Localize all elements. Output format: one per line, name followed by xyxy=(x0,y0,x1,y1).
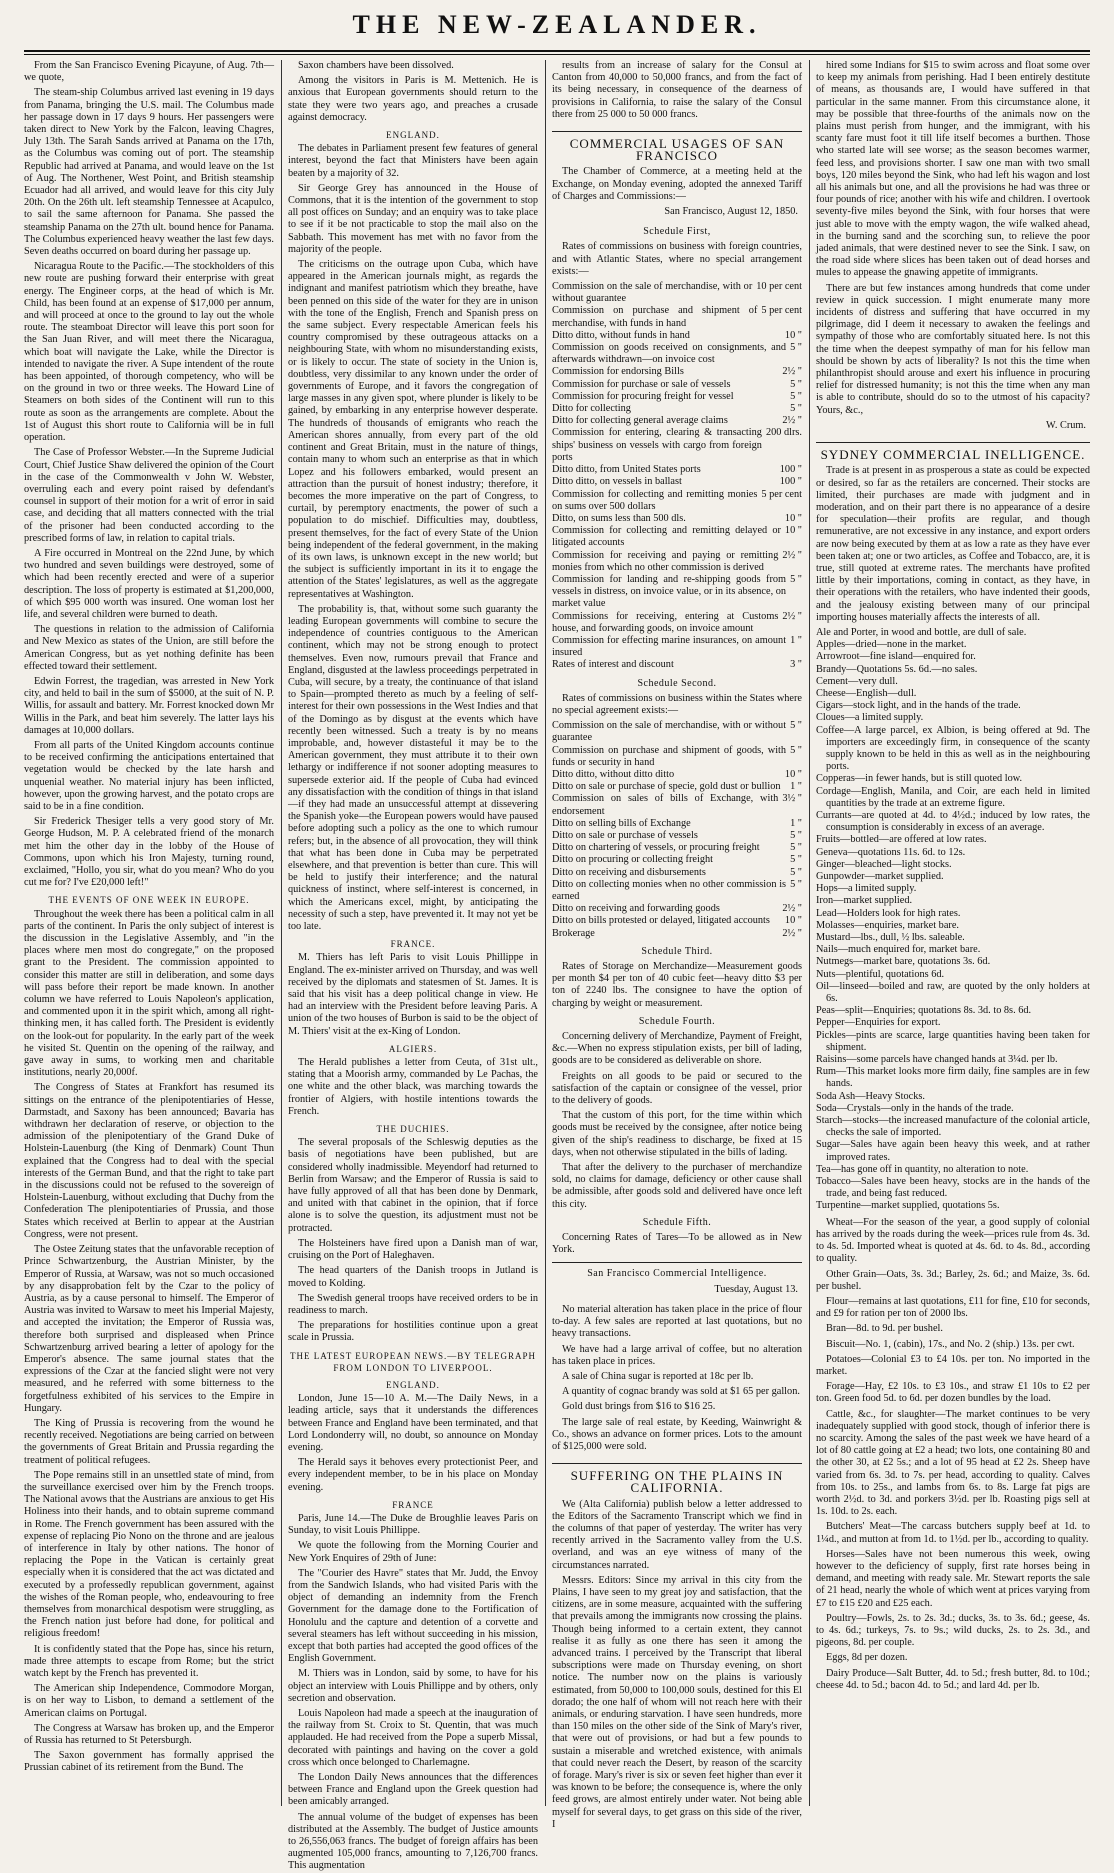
section-heading: FRANCE xyxy=(392,1499,434,1510)
article-paragraph: Louis Napoleon had made a speech at the inauguration of the railway from St. Croix to St. Quentin, that was much applauded. He had received from the Pope a superb Missal, decorated with paintings and having on the cover a gold cross which once belonged to Charlemagne. xyxy=(288,1708,538,1768)
price-entry: Copperas—in fewer hands, but is still quoted low. xyxy=(816,773,1023,785)
tariff-item: Ditto ditto, without funds in hand xyxy=(552,329,690,341)
tariff-row xyxy=(552,611,802,635)
tariff-row xyxy=(552,379,802,391)
article-paragraph: A quantity of cognac brandy was sold at $1 65 per gallon. xyxy=(562,1386,800,1398)
column-2 xyxy=(288,60,538,1872)
tariff-row xyxy=(552,854,802,866)
tariff-item: Ditto ditto, on vessels in ballast xyxy=(552,476,682,488)
article-paragraph: We quote the following from the Morning Courier and New York Enquires of 29th of June: xyxy=(288,1540,538,1564)
price-entry: Tea—has gone off in quantity, no alteration to note. xyxy=(816,1163,1029,1175)
article-paragraph: Horses—Sales have not been numerous this week, owing however to the deficiency of supply, first rate horses being in demand, and meeting with ready sale. Mr. Stewart reports the sale of 21 head, nearly the whole of which went at prices varying from £7 to £15 £20 and £25 each. xyxy=(816,1548,1090,1609)
column-divider xyxy=(809,60,810,1806)
article-paragraph: Eggs, 8d per dozen. xyxy=(826,1652,908,1664)
article-paragraph: The Congress at Warsaw has broken up, and the Emperor of Russia has returned to St Petersburgh. xyxy=(24,1722,274,1747)
tariff-item: Ditto on procuring or collecting freight xyxy=(552,854,713,866)
tariff-row xyxy=(552,659,802,671)
tariff-item: Commission for entering, clearing & transacting ships' business on vessels with cargo from foreign ports xyxy=(552,427,762,463)
price-entry: Starch—stocks—the increased manufacture of the colonial article, checks the sale of imported. xyxy=(816,1115,1090,1139)
tariff-rate: 1 " xyxy=(790,817,802,829)
tariff-row xyxy=(552,635,802,659)
tariff-item: Commission for purchase or sale of vessels xyxy=(552,378,731,390)
price-entry: Pepper—Enquiries for export. xyxy=(816,1017,941,1029)
tariff-row xyxy=(552,330,802,342)
article-paragraph: Rates of commissions on business with foreign countries, and with Atlantic States, where no special arrangement exists:— xyxy=(552,241,802,277)
price-entry: Pickles—pints are scarce, large quantities having been taken for shipment. xyxy=(816,1029,1090,1053)
tariff-row xyxy=(552,342,802,366)
price-entry: Brandy—Quotations 5s. 6d.—no sales. xyxy=(816,663,978,675)
section-heading: SUFFERING ON THE PLAINS IN CALIFORNIA. xyxy=(552,1463,802,1494)
tariff-row xyxy=(552,391,802,403)
section-heading: SYDNEY COMMERCIAL INELLIGENCE. xyxy=(816,442,1090,461)
letter-signature: W. Crum. xyxy=(1046,419,1086,431)
tariff-rate: 5 " xyxy=(790,573,802,585)
tariff-rate: 5 " xyxy=(790,403,802,415)
tariff-item: Ditto ditto, from United States ports xyxy=(552,464,701,476)
tariff-rate: 200 dlrs. xyxy=(765,427,802,439)
tariff-row xyxy=(552,781,802,793)
article-paragraph: Gold dust brings from $16 to $16 25. xyxy=(562,1401,716,1413)
article-paragraph: The head quarters of the Danish troops in Jutland is moved to Kolding. xyxy=(288,1265,538,1289)
article-paragraph: Nicaragua Route to the Pacific.—The stockholders of this new route are pushing forward their enterprise with great energy. The Engineer corps, at the head of which is Mr. Child, has been found at an expense of $17,000 per annum, and will proceed at once to the ground to lay out the whole route. The steamboat Director will leave this port soon for the San Juan River, and will meet there the Nicaragua, which boat will navigate the Lake, while the Director is intended to navigate the river. A Supe intendent of the route has been appointed, of thorough competency, who will be on the ground in two or three weeks. The Howard Line of Steamers on both sides of the Continent will run to this route as soon as the arrangements are complete. About the 1st of August this short route to California will be in full operation. xyxy=(24,261,274,444)
tariff-row xyxy=(552,476,802,488)
tariff-row xyxy=(552,915,802,927)
price-entry: Rum—This market looks more firm daily, fine samples are in few hands. xyxy=(816,1066,1090,1090)
tariff-rate: 10 " xyxy=(784,525,802,537)
tariff-item: Commission on the sale of merchandise, with or without guarantee xyxy=(552,281,753,305)
article-paragraph: Concerning delivery of Merchandize, Payment of Freight, &c.—When no express stipulation exists, per bill of lading, goods are to be considered as deliverable on shore. xyxy=(552,1031,802,1067)
article-paragraph: That the custom of this port, for the time within which goods must be received by the consignee, after notice being given of the ship's readiness to discharge, be fixed at 15 days, when not otherwise stipulated in the bills of lading. xyxy=(552,1110,802,1158)
tariff-rate: 3 " xyxy=(790,659,802,671)
schedule-heading: Schedule First, xyxy=(643,226,711,238)
tariff-row xyxy=(552,427,802,464)
article-paragraph: The Ostee Zeitung states that the unfavorable reception of Prince Schwartzenburg, the Austrian Minister, by the Emperor of Russia, at Warsaw, was not so much occasioned by any disapprobation felt by the Czar to the policy of Austria, as by a cause personal to himself. The Emperor of Austria was invited to Warsaw to meet his Imperial Majesty, and accepted the invitation; the Emperor of Russia was, therefore both surprised and displeased when Prince Schwartzenburg arrived bearing a letter of apology for the Emperor's absence. The same journal states that the expressions of the Czar at the fancied slight were not very measured, and he referred with some bitterness to the forgetfulness exhibited of his services to the Empire in Hungary. xyxy=(24,1244,274,1414)
article-paragraph: Wheat—For the season of the year, a good supply of colonial has arrived by the roads during the week—prices rule from 4s. 3d. to 4s. 5d. Imported wheat is quoted at 4s. 6d. to 4s. 8d., according to quality. xyxy=(816,1216,1090,1265)
schedule-heading: Schedule Fifth. xyxy=(642,1216,712,1228)
tariff-item: Ditto on sale or purchase of specie, gold dust or bullion xyxy=(552,781,781,793)
tariff-rate: 10 " xyxy=(784,512,802,524)
tariff-rate: 2½ " xyxy=(782,366,802,378)
tariff-row xyxy=(552,489,802,513)
tariff-item: Ditto ditto, without ditto ditto xyxy=(552,768,675,780)
tariff-row xyxy=(552,305,802,329)
column-4 xyxy=(816,60,1090,1810)
tariff-rate: 5 " xyxy=(790,720,802,732)
tariff-item: Commissions for receiving, entering at Customs house, and forwarding goods, on invoice amount xyxy=(552,610,779,634)
price-entry: Cloues—a limited supply. xyxy=(816,712,924,724)
section-heading: San Francisco Commercial Intelligence. xyxy=(552,1262,802,1280)
tariff-row xyxy=(552,818,802,830)
masthead-rule-thin xyxy=(24,54,1090,55)
section-heading: THE EVENTS OF ONE WEEK IN EUROPE. xyxy=(48,895,250,906)
article-paragraph: A sale of China sugar is reported at 18c per lb. xyxy=(562,1370,754,1382)
tariff-item: Ditto on chartering of vessels, or procuring freight xyxy=(552,842,760,854)
article-paragraph: From the San Francisco Evening Picayune, of Aug. 7th—we quote, xyxy=(24,60,274,84)
price-entry: Iron—market supplied. xyxy=(816,895,913,907)
article-paragraph: Potatoes—Colonial £3 to £4 10s. per ton. No imported in the market. xyxy=(816,1353,1090,1377)
tariff-row xyxy=(552,415,802,427)
article-paragraph: The Case of Professor Webster.—In the Supreme Judicial Court, Chief Justice Shaw delivered the opinion of the Court in the case of the Commonwealth v John W. Webster, overruling each and every point raised by defendant's counsel in support of their motion for a writ of error in said case, and deciding that all matters connected with the trial of the prisoner had been conducted according to the prescribed forms of law, in relation to capital trials. xyxy=(24,447,274,544)
tariff-row xyxy=(552,793,802,817)
article-paragraph: The several proposals of the Schleswig deputies as the basis of negotiations have been published, but are considered wholly inadmissible. Meyendorf had returned to Berlin from Warsaw; and the Emperor of Russia is said to have fully approved of all that has been done by Denmark, and united with that cabinet in the opinion, that if force alone is to solve the question, its adjustment must not be protracted. xyxy=(288,1137,538,1234)
tariff-item: Ditto on selling bills of Exchange xyxy=(552,817,691,829)
article-paragraph: The King of Prussia is recovering from the wound he recently received. Negotiations are being carried on between the governments of Great Britain and Prussia regarding the treatment of political refugees. xyxy=(24,1417,274,1466)
price-entry: Geneva—quotations 11s. 6d. to 12s. xyxy=(816,846,966,858)
article-paragraph: A Fire occurred in Montreal on the 22nd June, by which two hundred and seven buildings were destroyed, some of which had been recently erected and were of a superior description. The loss of property is estimated at $1,200,000, of which $95 000 worth was insured. One woman lost her life, and several children were burned to death. xyxy=(24,547,274,620)
article-paragraph: Biscuit—No. 1, (cabin), 17s., and No. 2 (ship.) 13s. per cwt. xyxy=(826,1338,1075,1350)
article-paragraph: We have had a large arrival of coffee, but no alteration has taken place in prices. xyxy=(552,1343,802,1367)
tariff-rate: 2½ " xyxy=(782,415,802,427)
tariff-rate: 1 " xyxy=(790,781,802,793)
column-3 xyxy=(552,60,802,1830)
article-paragraph: hired some Indians for $15 to swim across and float some over to keep my animals from perishing. Had I been entirely destitute of means, as thousands are, I would have suffered in that particular in the same manner. From this circumstance alone, it may be possible that three-fourths of the animals now on the plains must perish from hunger, and the immigrant, with his scanty fare must foot it till life itself becomes a burthen. Those who started late will see worse; as the season becomes warmer, feed less, and provisions shorter. I saw one man with two small boys, 120 miles beyond the Sink, who had left his wagon and lost all his animals but one, and all the provisions he had was three or four pounds of rice; another with his wife and children. I overtook seventy-five miles beyond the Sink, with four horses that were just able to move with the empty wagon, the wife walked ahead, in the burning sand and the scorching sun, to relieve the poor jaded animals, that were destined never to see the Sink. I saw, on the road side where slices has been taken out of dead horses and mules to appease the gnawing appetite of immigrants. xyxy=(816,60,1090,279)
price-list xyxy=(816,627,1090,1213)
tariff-list-first xyxy=(552,281,802,672)
article-paragraph: London, June 15—10 A. M.—The Daily News, in a leading article, says that it understands the differences between France and England have been terminated, and that Lord Londonderry will, no doubt, so announce on Monday evening. xyxy=(288,1393,538,1453)
article-paragraph: Bran—8d. to 9d. per bushel. xyxy=(826,1323,943,1335)
tariff-item: Commission on purchase and shipment of goods, with funds or security in hand xyxy=(552,744,787,768)
tariff-rate: 5 " xyxy=(790,842,802,854)
tariff-item: Rates of interest and discount xyxy=(552,659,674,671)
section-heading: ENGLAND. xyxy=(386,130,440,141)
article-paragraph: The debates in Parliament present few features of general interest, beyond the fact that Ministers have been again beaten by a majority of 32. xyxy=(288,143,538,179)
column-divider xyxy=(281,60,282,1806)
tariff-rate: 5 per cent xyxy=(761,488,802,500)
tariff-rate: 5 " xyxy=(790,866,802,878)
article-paragraph: We (Alta California) publish below a letter addressed to the Editors of the Sacramento Transcript which we find in the columns of that paper of yesterday. The writer has very recently arrived in the Sacramento valley from the U.S. overland, and was an eye witness of many of the circumstances narrated. xyxy=(552,1498,802,1571)
article-paragraph: Poultry—Fowls, 2s. to 2s. 3d.; ducks, 3s. to 3s. 6d.; geese, 4s. to 4s. 6d.; turkeys, 7s. to 9s.; wild ducks, 2s. to 2s. 3d., and pigeons, 8d. per couple. xyxy=(816,1612,1090,1649)
article-paragraph: The Holsteiners have fired upon a Danish man of war, cruising on the Port of Haleghaven. xyxy=(288,1237,538,1262)
article-paragraph: Saxon chambers have been dissolved. xyxy=(298,60,454,71)
price-entry: Arrowroot—fine island—enquired for. xyxy=(816,651,976,663)
price-entry: Tobacco—Sales have been heavy, stocks are in the hands of the trade, and being fast reduced. xyxy=(816,1176,1090,1200)
price-entry: Cordage—English, Manila, and Coir, are each held in limited quantities by the trade at an extreme figure. xyxy=(816,785,1090,809)
article-paragraph: The annual volume of the budget of expenses has been distributed at the Assembly. The budget of Justice amounts to 26,556,063 francs. The budget of foreign affairs has been augmented 105,000 francs, amounting to 7,126,700 francs. This augmentation xyxy=(288,1811,538,1872)
price-entry: Cheese—English—dull. xyxy=(816,687,917,699)
price-entry: Nuts—plentiful, quotations 6d. xyxy=(816,968,945,980)
masthead-rule xyxy=(24,50,1090,52)
tariff-row xyxy=(552,842,802,854)
article-paragraph: The Chamber of Commerce, at a meeting held at the Exchange, on Monday evening, adopted the annexed Tariff of Charges and Commissions:— xyxy=(552,166,802,202)
tariff-rate: 5 per cent xyxy=(761,305,802,317)
article-paragraph: Trade is at present in as prosperous a state as could be expected or desired, so far as the retailers are concerned. Their stocks are limited, their purchases are made with judgment and in moderation, and on their part there is no appearance of a desire for speculation—their profits are regular, and though remunerative, are not excessive in any instance, and export orders are now being executed by them at as low a rate as they have ever been taken at; one or two articles, as Coffee and Tobacco, are, it is true, still quoted at extreme rates. The merchants have profited little by their importations, coming in contact, as they have, in their operations with the retailers, who have indented their goods, and the jealousy existing between many of our principal importing houses materially affects the interests of all. xyxy=(816,465,1090,623)
tariff-item: Ditto, on sums less than 500 dls. xyxy=(552,512,686,524)
tariff-rate: 5 " xyxy=(790,390,802,402)
tariff-row xyxy=(552,720,802,744)
article-paragraph: The American ship Independence, Commodore Morgan, is on her way to Lisbon, to demand a settlement of the American claims on Portugal. xyxy=(24,1683,274,1719)
article-paragraph: The Congress of States at Frankfort has resumed its sittings on the entrance of the plenipotentiaries of Hesse, Darmstadt, and Saxony has been announced; Bavaria has withdrawn her declaration of reserve, or objection to the admission of the plenipotentiary of the Grand Duke of Holstein-Lauenburg (the King of Denmark) Count Thun explained that the Congress had to deal with the special interests of the German Bund, and that the right to take part in the discussions could not be refused to the sovereign of Holstein-Lauenburg, without excluding that Duchy from the Confederation The plenipotentiaries of Prussia, and those States which received at Berlin to appear at the Austrian Congress, were not present. xyxy=(24,1082,274,1240)
article-paragraph: Paris, June 14.—The Duke de Broughlie leaves Paris on Sunday, to visit Louis Phillippe. xyxy=(288,1512,538,1537)
article-paragraph: There are but few instances among hundreds that come under review in quick succession. I might enumerate many more incidents of distress and suffering that have occurred in my pilgrimage, did I deem it necessary to awaken the feelings and sympathy of those who are comfortably situated here. Is not this the time when the deepest sympathy of man for his fellow man should be shown by acts of liberality? Is not this the time when philanthropist should arouse and exert his influence in procuring relief for distressed humanity; is not this the time when any man is able to contribute, should do so to the utmost of his capacity? Yours, &c., xyxy=(816,282,1090,416)
article-paragraph: The Swedish general troops have received orders to be in readiness to march. xyxy=(288,1292,538,1316)
price-entry: Coffee—A large parcel, ex Albion, is being offered at 9d. The importers are exceedingly firm, in consequence of the scanty supply known to be held in this as well as in the neighbouring ports. xyxy=(816,724,1090,773)
article-paragraph: Among the visitors in Paris is M. Mettenich. He is anxious that European governments should return to the state they were two years ago, and preaches a crusade against democracy. xyxy=(288,75,538,123)
tariff-item: Ditto for collecting general average claims xyxy=(552,415,728,427)
price-entry: Peas—split—Enquiries; quotations 8s. 3d. to 8s. 6d. xyxy=(816,1005,1032,1017)
tariff-row xyxy=(552,403,802,415)
tariff-rate: 100 " xyxy=(779,464,802,476)
tariff-row xyxy=(552,928,802,940)
schedule-heading: Schedule Third. xyxy=(641,945,713,957)
article-paragraph: The Herald publishes a letter from Ceuta, of 31st ult., stating that a Moorish army, commanded by Le Pachas, the one white and the other black, was marching towards the frontier of Algiers, with hostile intentions towards the French. xyxy=(288,1057,538,1117)
article-paragraph: results from an increase of salary for the Consul at Canton from 40,000 to 50,000 francs, and from the fact of its being necessary, in consequence of the dearness of provisions in California, to raise the salary of the Consul there from 25 000 to 50 000 francs. xyxy=(552,60,802,120)
article-paragraph: From all parts of the United Kingdom accounts continue to be received confirming the anticipations entertained that vegetation would be checked by the late harsh and unquenial weather. No material injury has been inflicted, however, upon the growing harvest, and the potato crops are said to be in a fine condition. xyxy=(24,739,274,812)
article-paragraph: Sir George Grey has announced in the House of Commons, that it is the intention of the government to stop all post offices on Sunday; and an enquiry was to take place to see if it be not practicable to stop the mail also on the Sabbath. This movement has met with no favor from the majority of the people. xyxy=(288,182,538,255)
tariff-item: Commission on sales of bills of Exchange, with endorsement xyxy=(552,793,779,817)
section-heading: THE LATEST EUROPEAN NEWS.—BY TELEGRAPH FROM LONDON TO LIVERPOOL. xyxy=(289,1350,537,1373)
masthead xyxy=(0,10,1114,50)
article-paragraph: The preparations for hostilities continue upon a great scale in Prussia. xyxy=(288,1320,538,1344)
price-entry: Hops—a limited supply. xyxy=(816,883,917,895)
article-paragraph: The Herald says it behoves every protectionist Peer, and every independent member, to be in his place on Monday evening. xyxy=(288,1457,538,1493)
tariff-item: Ditto on receiving and disbursements xyxy=(552,866,706,878)
tariff-rate: 2½ " xyxy=(782,549,802,561)
article-paragraph: It is confidently stated that the Pope has, since his return, made three attempts to escape from Rome; but the strict watch kept by the French has prevented it. xyxy=(24,1643,274,1679)
tariff-item: Commission on goods received on consignments, and afterwards withdrawn—on invoice cost xyxy=(552,342,787,366)
article-paragraph: The London Daily News announces that the differences between France and England upon the Greek question had been amicably arranged. xyxy=(288,1772,538,1808)
tariff-rate: 10 per cent xyxy=(756,281,802,293)
article-paragraph: M. Thiers was in London, said by some, to have for his object an interview with Louis Phillippe and by others, only secretion and observation. xyxy=(288,1668,538,1704)
article-paragraph: Concerning Rates of Tares—To be allowed as in New York. xyxy=(552,1232,802,1256)
tariff-row xyxy=(552,830,802,842)
price-entry: Nails—much enquired for, market bare. xyxy=(816,944,981,956)
tariff-item: Ditto on receiving and forwarding goods xyxy=(552,903,720,915)
article-paragraph: The large sale of real estate, by Keeding, Wainwright & Co., shows an advance on former prices. Lots to the amount of $125,000 were sold. xyxy=(552,1416,802,1452)
tariff-item: Commission on the sale of merchandise, with or without guarantee xyxy=(552,720,787,744)
tariff-row xyxy=(552,769,802,781)
price-entry: Lead—Holders look for high rates. xyxy=(816,907,961,919)
tariff-item: Commission for procuring freight for vessel xyxy=(552,390,734,402)
tariff-rate: 5 " xyxy=(790,342,802,354)
price-entry: Ale and Porter, in wood and bottle, are dull of sale. xyxy=(816,626,1027,638)
price-entry: Soda Ash—Heavy Stocks. xyxy=(816,1090,925,1102)
price-entry: Cigars—stock light, and in the hands of the trade. xyxy=(816,700,1021,712)
tariff-row xyxy=(552,867,802,879)
article-paragraph: Messrs. Editors: Since my arrival in this city from the Plains, I have seen to my great joy and satisfaction, that the citizens, are in some measure, acquainted with the suffering that prevails among the immigrants now crossing the plains. Though being informed to a certain extent, they cannot realise it as fully as one there has seen it among the advanced trains. I perceived by the Transcript that liberal subscriptions were made on Thursday evening, on short notice. The number now on the plains is variously estimated, from 50,000 to 100,000 souls, destined for this El dorado; the one half of whom will not reach here with their animals, or enduring starvation. I have seen hundreds, more than 150 miles on the other side of the Sink of Mary's river, that were out of provisions, or had but a few pounds to sustain a miserable and wretched existence, with animals that could never reach the Desert, by reason of the scarcity of forage. Mary's river is six or seven feet higher than ever it was known to be before; the consequence is, where the only feed grows, are almost entirely under water. Not being able myself for several days, to get grass on this side of the river, I xyxy=(552,1574,802,1830)
article-paragraph: Rates of Storage on Merchandize—Measurement goods per month $4 per ton of 40 cubic feet—heavy ditto $3 per ton of 2240 lbs. The consignee to have the option of charging by weight or measurement. xyxy=(552,961,802,1009)
article-paragraph: The Pope remains still in an unsettled state of mind, from the surveillance exercised over him by the French troops. The National avows that the Austrians are anxious to get His Holiness into their hands, and to obtain supreme command in Rome. The French government has been assured with the expense of replacing Pio Nono on the throne and are jealous of interference in Italy by other nations. The honor of replacing the Pope in the Vatican is certainly great especially when it is considered that the act was dictated and executed by a professedly republican government, against the wishes of the Roman people, who, endeavouring to free themselves from monarchical despotism were struggling, as the French nation just before had done, for political and religious freedom! xyxy=(24,1469,274,1640)
tariff-rate: 1 " xyxy=(790,634,802,646)
tariff-row xyxy=(552,513,802,525)
tariff-item: Ditto on collecting monies when no other commission is earned xyxy=(552,878,787,902)
tariff-rate: 5 " xyxy=(790,744,802,756)
article-paragraph: Freights on all goods to be paid or secured to the satisfaction of the captain or consignee of the vessel, prior to the delivery of goods. xyxy=(552,1070,802,1107)
article-paragraph: Throughout the week there has been a political calm in all parts of the continent. In Paris the only subject of interest is the discussion in the Legislative Assembly, and "in the places where men most do congregate," on the proposed grant to the President. The commission appointed to consider this matter are still in deliberation, and some days will pass before their report be made known. In another column we have referred to Louis Napoleon's application, and commented upon it in the spirit which, among all right-thinking men, it has called forth. The President is evidently on the look-out for popularity. In the early part of the week he visited St. Quentin on the opening of the railway, and gave away in sums, to working men and charitable institutions, nearly 20,000f. xyxy=(24,908,274,1079)
article-paragraph: The criticisms on the outrage upon Cuba, which have appeared in the American journals might, as regards the indignant and manifest patriotism which they breathe, have been penned on this side of the water for they are in unison with the tone of the English, French and Spanish press on the same subject. Every respectable American feels his country compromised by these outrageous attacks on a neighbouring State, with whom no misunderstanding exists, or is likely to occur. The state of society in the Union is, doubtless, very dissimilar to any known under the order of governments of Europe, and it favors the congregation of large masses in any given spot, where plunder is likely to be gained, by embarking in any enterprise however desperate. The hundreds of thousands of emigrants who reach the American shores annually, from every part of the old continent and Great Britain, must in the nature of things, contain many to whom such an enterprise as that in which Lopez and his followers embarked, would present an attraction than the pursuit of honest industry; therefore, it becomes the more imperative on the part of Congress, to curtail, by peremptory enactments, the power of such a population to do mischief. Difficulties may, doubtless, present themselves, for the fact of every State of the Union being independent of the federal government, in the making of its own laws, is unknown except in the new world; but the subject is sufficiently important in its it to engage the attention of the States' legislatures, as well as the aggregate representatives at Washington. xyxy=(288,259,538,600)
article-paragraph: No material alteration has taken place in the price of flour to-day. A few sales are reported at last quotations, but no heavy transactions. xyxy=(552,1303,802,1340)
price-entry: Molasses—enquiries, market bare. xyxy=(816,919,959,931)
tariff-item: Commission on purchase and shipment of merchandise, with funds in hand xyxy=(552,305,758,329)
schedule-heading: Schedule Fourth. xyxy=(638,1015,716,1027)
tariff-item: Commission for collecting and remitting delayed or litigated accounts xyxy=(552,525,781,549)
tariff-rate: 10 " xyxy=(784,915,802,927)
price-entry: Raisins—some parcels have changed hands at 3¼d. per lb. xyxy=(816,1054,1058,1066)
tariff-rate: 5 " xyxy=(790,829,802,841)
tariff-row xyxy=(552,574,802,611)
tariff-list-second xyxy=(552,720,802,940)
section-heading: FRANCE. xyxy=(390,939,436,950)
tariff-rate: 3½ " xyxy=(782,793,802,805)
article-paragraph: Other Grain—Oats, 3s. 3d.; Barley, 2s. 6d.; and Maize, 3s. 6d. per bushel. xyxy=(816,1268,1090,1292)
tariff-item: Commission for landing and re-shipping goods from vessels in distress, on invoice value, or in its absence, on market value xyxy=(552,573,787,610)
tariff-rate: 10 " xyxy=(784,768,802,780)
tariff-row xyxy=(552,903,802,915)
price-entry: Oil—linseed—boiled and raw, are quoted by the only holders at 6s. xyxy=(816,980,1090,1005)
tariff-item: Commission for receiving and paying or remitting monies from which no other commission is derived xyxy=(552,549,779,573)
tariff-row xyxy=(552,366,802,378)
tariff-item: Commission for endorsing Bills xyxy=(552,366,684,378)
article-paragraph: Sir Frederick Thesiger tells a very good story of Mr. George Hudson, M. P. A celebrated friend of the monarch met him the other day in the lobby of the House of Commons, upon which his Iron Majesty, turning round, exclaimed, "Hollo, you sir, what do you mean? Who do you cut me for? I've £20,000 left!" xyxy=(24,816,274,889)
newspaper-title: THE NEW-ZEALANDER. xyxy=(352,10,762,39)
price-entry: Apples—dried—none in the market. xyxy=(816,639,967,651)
tariff-rate: 10 " xyxy=(784,329,802,341)
tariff-rate: 100 " xyxy=(779,476,802,488)
tariff-item: Ditto for collecting xyxy=(552,403,631,415)
tariff-item: Commission for collecting and remitting monies on sums over 500 dollars xyxy=(552,488,758,512)
article-paragraph: The steam-ship Columbus arrived last evening in 19 days from Panama, bringing the U.S. mail. The Columbus made her passage down in 17 days 9 hours. Her passengers were taken direct to New York by the Falcon, leaving Chagres, July 13th. The Sarah Sands arrived at Panama on the 17th, as the Columbus was coming out of port. The steamship Republic had arrived at Panama, and would leave on the 1st of Aug. The Northener, West Point, and British steamship Ecuador had all arrived, and would leave for this city July 20th. On the 26th ult. left steamship Tennessee at Acapulco, to sail the same afternoon for Panama. She passed the steamship Panama on the 27th ult. bound hence for Panama. The Columbus experienced heavy weather the last few days. Seven deaths occurred on board during her passage up. xyxy=(24,87,274,258)
price-entry: Ginger—bleached—light stocks. xyxy=(816,858,952,870)
article-paragraph: The "Courier des Havre" states that Mr. Judd, the Envoy from the Sandwich Islands, who had visited Paris with the object of demanding an indemnity from the French Government for the damage done to the Fortification of Honolulu and the capture and detention of a corvette and several steamers has left without succeeding in his mission, except that both parties had accepted the good offices of the English Government. xyxy=(288,1567,538,1665)
dateline: Tuesday, August 13. xyxy=(714,1283,798,1295)
article-paragraph: That after the delivery to the purchaser of merchandize sold, no claims for damage, deficiency or other cause shall be admissible, after goods sold and delivered have once left this city. xyxy=(552,1162,802,1210)
price-entry: Turpentine—market supplied, quotations 5s. xyxy=(816,1200,1000,1212)
tariff-row xyxy=(552,464,802,476)
section-heading: COMMERCIAL USAGES OF SAN FRANCISCO xyxy=(552,131,802,162)
article-paragraph: The Saxon government has formally apprised the Prussian cabinet of its retirement from the Bund. The xyxy=(24,1750,274,1774)
price-entry: Cement—very dull. xyxy=(816,675,898,687)
tariff-row xyxy=(552,525,802,549)
price-entry: Gunpowder—market supplied. xyxy=(816,871,944,882)
tariff-rate: 5 " xyxy=(790,854,802,866)
article-paragraph: The probability is, that, without some such guaranty the leading European governments will combine to secure the independence of countries contiguous to the American continent, which may not be strong enough to protect themselves. Even now, rumours prevail that France and England, disgusted at the lawless proceedings perpetrated in Cuba, will secure, by a treaty, the continuance of that island to Spain—prompted thereto as much by a feeling of self-interest for their own possessions in the West Indies and that of the Domingo as by disgust at the events which have recently been witnessed. Such a treaty is by no means improbable, and, however distasteful it may be to the American government, they must attribute it to their own lethargy or indifference if not sooner adopting measures to supersede exterior aid. If the people of Cuba had evinced any dissatisfaction with the condition of things in that island—if they had made an unsuccessful attempt at dissevering the Spanish yoke—the European powers would have paused before adopting such a policy as the one to which rumour refers; but, in the absence of all provocation, they will think that what has been done in Cuba may be perpetrated elsewhere, and that prevention is better than cure. This will be held to justify their interference; and the natural quickness of instinct, where self-interest is concerned, in which the Americans excel, might, by anticipating the necessity of such a step, have prevented it. It may not yet be too late. xyxy=(288,603,538,933)
tariff-item: Ditto on bills protested or delayed, litigated accounts xyxy=(552,915,770,927)
article-paragraph: Edwin Forrest, the tragedian, was arrested in New York city, and held to bail in the sum of $5000, at the suit of N. P. Willis, for assault and battery. Mr. Forrest knocked down Mr Willis in the Park, and beat him severely. The latter lays his damages at 10,000 dollars. xyxy=(24,675,275,736)
price-entry: Sugar—Sales have again been heavy this week, and at rather improved rates. xyxy=(816,1139,1090,1163)
article-paragraph: Forage—Hay, £2 10s. to £3 10s., and straw £1 10s to £2 per ton. Green food 5d. to 6d. per dozen bundles by the load. xyxy=(816,1381,1090,1405)
price-entry: Currants—are quoted at 4d. to 4½d.; induced by low rates, the consumption is considerably in excess of an average. xyxy=(816,809,1090,834)
column-1 xyxy=(24,60,274,1810)
article-paragraph: Cattle, &c., for slaughter—The market continues to be very inadequately supplied with good stock, though of inferior there is no scarcity. Among the sales of the past week we have heard of a lot of 80 cattle going at £2 a head; two lots, one containing 80 and the other 30, at £2 5s.; and a lot of 95 head at £2 2s. Sheep have varied from 6s. 3d. to 7s. per head, according to quality. Calves from 10s. to 25s., and lambs from 6s. to 8s. Large fat pigs are worth 2½d. to 3d. and porkers 3½d. per lb. Roasting pigs sell at 1s. 10d. to 2s. each. xyxy=(816,1408,1090,1518)
price-entry: Nutmegs—market bare, quotations 3s. 6d. xyxy=(816,956,991,968)
column-divider xyxy=(545,60,546,1806)
article-paragraph: Rates of commissions on business within the States where no special agreement exists:— xyxy=(552,692,802,716)
section-heading: ALGIERS. xyxy=(388,1043,438,1054)
article-paragraph: Butchers' Meat—The carcass butchers supply beef at 1d. to 1¼d., and mutton at from 1d. to 1½d. per lb., according to quality. xyxy=(816,1521,1090,1545)
article-paragraph: Flour—remains at last quotations, £11 for fine, £10 for seconds, and £9 for ration per ton of 2000 lbs. xyxy=(816,1295,1090,1320)
section-heading: ENGLAND. xyxy=(386,1379,440,1390)
price-entry: Mustard—lbs., dull, ½ lbs. saleable. xyxy=(816,932,965,944)
article-paragraph: The questions in relation to the admission of California and New Mexico as states of the Union, are still before the American Congress, but as yet nothing definite has been effected toward their settlement. xyxy=(24,624,274,672)
tariff-row xyxy=(552,550,802,574)
tariff-item: Commission for effecting marine insurances, on amount insured xyxy=(552,634,787,659)
tariff-rate: 2½ " xyxy=(782,903,802,915)
schedule-heading: Schedule Second. xyxy=(637,677,717,689)
dateline: San Francisco, August 12, 1850. xyxy=(664,206,798,218)
tariff-row xyxy=(552,281,802,305)
tariff-item: Ditto on sale or purchase of vessels xyxy=(552,829,698,841)
price-entry: Soda—Crystals—only in the hands of the trade. xyxy=(816,1102,1014,1114)
tariff-row xyxy=(552,879,802,903)
tariff-rate: 5 " xyxy=(790,378,802,390)
section-heading: THE DUCHIES. xyxy=(376,1124,450,1135)
tariff-item: Brokerage xyxy=(552,927,595,939)
tariff-row xyxy=(552,745,802,769)
article-paragraph: M. Thiers has left Paris to visit Louis Phillippe in England. The ex-minister arrived on Thursday, and was well received by the diplomats and statesmen of St. James. It is said that his visit has a deep political change in view. He had an interview with the President before leaving Paris. A union of the two houses of Burbon is said to be the object of M. Thiers' visit at the ex-King of London. xyxy=(288,952,538,1037)
price-entry: Fruits—bottled—are offered at low rates. xyxy=(816,834,987,846)
tariff-rate: 2½ " xyxy=(782,927,802,939)
tariff-rate: 2½ " xyxy=(782,610,802,622)
tariff-rate: 5 " xyxy=(790,878,802,890)
article-paragraph: Dairy Produce—Salt Butter, 4d. to 5d.; fresh butter, 8d. to 10d.; cheese 4d. to 5d.; bacon 4d. to 5d.; and lard 4d. per lb. xyxy=(816,1667,1090,1691)
